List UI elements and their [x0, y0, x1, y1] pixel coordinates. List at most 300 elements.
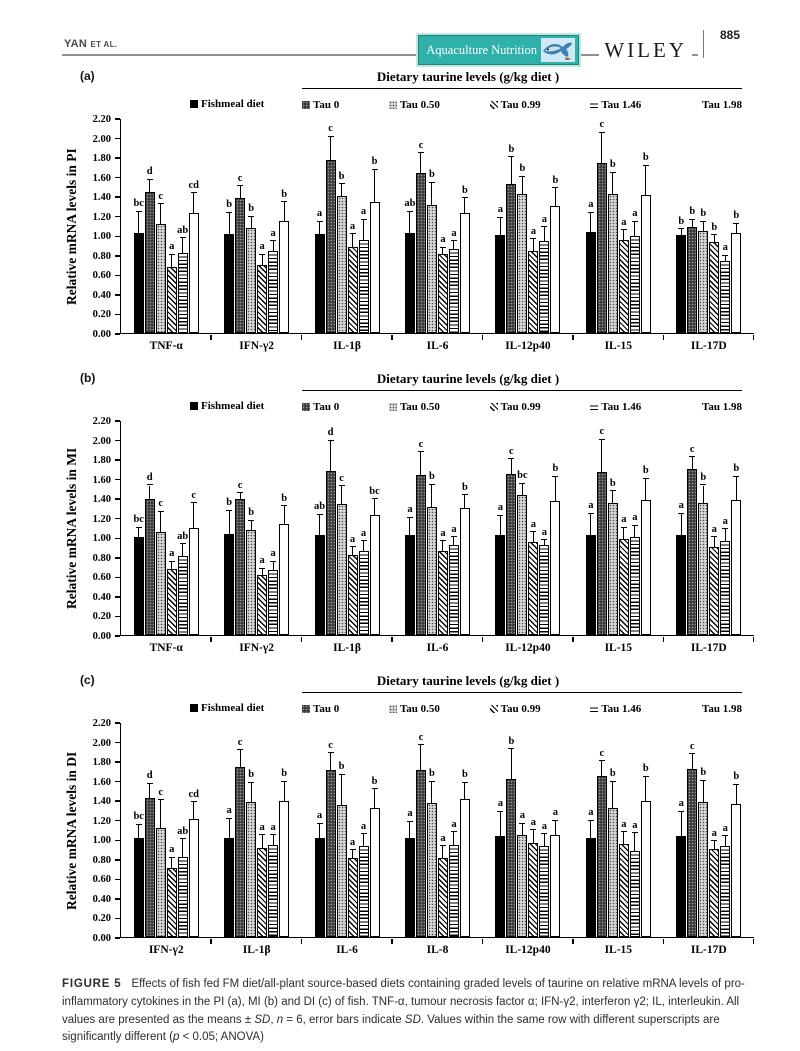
error-bar — [442, 248, 443, 254]
chart-panel-a — [62, 69, 754, 358]
significance-letter: a — [360, 206, 367, 218]
bar-tau146 — [359, 723, 369, 937]
error-bar-cap — [328, 440, 334, 441]
error-bar — [464, 198, 465, 213]
error-bar — [182, 839, 183, 857]
error-bar-cap — [643, 478, 649, 479]
figure-caption — [62, 976, 754, 1047]
error-bar-cap — [722, 255, 728, 256]
legend-item-tau0 — [302, 700, 339, 717]
error-bar — [464, 783, 465, 800]
category-label: IFN-γ2 — [239, 642, 275, 654]
bar-rect — [597, 472, 607, 635]
bar-fishmeal — [586, 723, 596, 937]
error-bar — [262, 569, 263, 576]
bar-rect — [438, 551, 448, 635]
significance-letter: c — [339, 472, 344, 484]
legend-label: Fishmeal diet — [201, 702, 265, 714]
y-tick-label: 1.40 — [92, 192, 111, 204]
error-bar — [725, 529, 726, 541]
error-bar — [634, 833, 635, 851]
page-header — [62, 26, 754, 62]
bar-rect — [597, 776, 607, 937]
legend-item-tau099 — [490, 96, 541, 113]
error-bar — [714, 841, 715, 849]
error-bar — [409, 822, 410, 839]
error-bar-cap — [158, 203, 164, 204]
error-bar — [363, 541, 364, 551]
significance-letter: b — [642, 152, 649, 164]
error-bar-cap — [169, 857, 175, 858]
significance-letter: b — [462, 184, 468, 196]
error-bar-cap — [621, 527, 627, 528]
bar-tau0 — [145, 421, 155, 635]
bar-rect — [134, 838, 144, 937]
bar-group — [211, 119, 301, 352]
error-bar-cap — [226, 510, 232, 511]
significance-letter: b — [281, 188, 288, 200]
bar-rect — [268, 251, 278, 333]
bar-tau146 — [539, 421, 549, 635]
chart-body — [62, 718, 754, 956]
bar-tau146 — [630, 421, 640, 635]
bar-rect — [506, 184, 516, 333]
bar-group — [302, 119, 392, 352]
legend-label: Tau 0.50 — [399, 98, 440, 111]
bar-tau146 — [268, 723, 278, 937]
category-label: IL-15 — [604, 642, 633, 654]
legend-item-tau050 — [389, 398, 440, 415]
bar-rect — [608, 808, 618, 937]
bar-tau146 — [449, 723, 459, 937]
bar-tau198 — [731, 119, 741, 333]
error-bar-cap — [169, 254, 175, 255]
error-bar-cap — [440, 845, 446, 846]
error-bar-cap — [317, 221, 323, 222]
significance-letter: c — [418, 438, 424, 450]
bar-tau198 — [279, 421, 289, 635]
caption-fragment: < 0.05; ANOVA) — [179, 1031, 264, 1044]
error-bar-cap — [678, 228, 684, 229]
bar-rect — [449, 845, 459, 937]
bar-tau099 — [167, 421, 177, 635]
significance-letter: a — [169, 548, 175, 560]
bar-tau050 — [608, 723, 618, 937]
error-bar-cap — [248, 782, 254, 783]
error-bar-cap — [180, 543, 186, 544]
error-bar-cap — [281, 505, 287, 506]
error-bar — [555, 821, 556, 836]
error-bar-cap — [711, 840, 717, 841]
bar-tau0 — [326, 421, 336, 635]
error-bar — [533, 239, 534, 251]
error-bar — [681, 514, 682, 536]
significance-letter: b — [429, 768, 435, 780]
bar-rect — [698, 231, 708, 333]
bar-rect — [676, 535, 686, 635]
y-axis — [82, 416, 120, 642]
plot-area — [120, 119, 754, 352]
error-bar-cap — [530, 238, 536, 239]
error-bar — [590, 213, 591, 233]
bar-rect — [427, 803, 437, 937]
bar-tau050 — [427, 723, 437, 937]
error-bar — [229, 511, 230, 534]
significance-letter: a — [621, 514, 627, 525]
bar-fishmeal — [405, 421, 415, 635]
significance-letter: d — [327, 427, 334, 439]
bar-group — [121, 119, 211, 352]
bar-tau0 — [235, 723, 245, 937]
bar-rect — [495, 235, 505, 333]
bar-rect — [550, 501, 560, 635]
page-number: 885 — [719, 28, 740, 42]
bar-fishmeal — [315, 723, 325, 937]
legend-item-tau0 — [302, 398, 339, 415]
bar-rect — [586, 232, 596, 333]
significance-letter: a — [360, 527, 367, 539]
error-bar — [330, 753, 331, 770]
bar-tau198 — [189, 723, 199, 937]
error-bar-cap — [147, 179, 153, 180]
bar-rect — [687, 769, 697, 937]
bar-group — [392, 421, 482, 654]
chart-title: Dietary taurine levels (g/kg diet ) — [376, 673, 560, 688]
bar-tau0 — [597, 119, 607, 333]
error-bar — [623, 230, 624, 240]
y-tick-label: 0.20 — [92, 913, 111, 925]
error-bar-cap — [700, 221, 706, 222]
error-bar — [193, 503, 194, 527]
bar-tau0 — [687, 723, 697, 937]
significance-letter: b — [733, 771, 740, 783]
bar-tau099 — [438, 723, 448, 937]
bar-rect — [279, 801, 289, 937]
significance-letter: b — [609, 477, 616, 489]
y-tick-label: 0.60 — [92, 874, 111, 886]
significance-letter: c — [237, 172, 243, 184]
bar-fishmeal — [224, 421, 234, 635]
legend-item-tau050 — [389, 96, 440, 113]
significance-letter: a — [678, 500, 684, 512]
error-bar — [420, 452, 421, 474]
error-bar-cap — [733, 784, 739, 785]
error-bar — [319, 222, 320, 235]
y-tick-label: 0.80 — [92, 552, 111, 564]
bar-rect — [676, 836, 686, 937]
significance-letter: bc — [133, 198, 144, 210]
error-bar — [319, 824, 320, 839]
significance-letter: a — [360, 820, 367, 832]
bar-rect — [709, 547, 719, 635]
error-bar-cap — [632, 832, 638, 833]
bar-fishmeal — [676, 421, 686, 635]
significance-letter: bc — [133, 811, 144, 823]
significance-letter: a — [552, 807, 559, 819]
tau146-swatch-icon — [590, 403, 598, 411]
bar-rect — [315, 838, 325, 937]
bar-tau0 — [687, 421, 697, 635]
y-tick-label: 0.00 — [92, 329, 111, 340]
category-label: IL-15 — [604, 340, 633, 352]
panel-label: (b) — [80, 371, 96, 385]
significance-letter: b — [462, 481, 468, 493]
error-bar-cap — [497, 811, 503, 812]
error-bar — [612, 173, 613, 195]
bar-rect — [460, 799, 470, 937]
error-bar-cap — [270, 561, 276, 562]
error-bar — [533, 830, 534, 843]
significance-letter: c — [689, 443, 695, 455]
significance-letter: b — [429, 471, 435, 482]
bar-tau198 — [189, 421, 199, 635]
bar-group — [302, 723, 392, 956]
significance-letter: b — [338, 170, 345, 182]
bar-rect — [427, 205, 437, 333]
bar-tau146 — [720, 421, 730, 635]
bar-tau050 — [156, 723, 166, 937]
chart-body — [62, 416, 754, 654]
bar-tau050 — [246, 421, 256, 635]
significance-letter: b — [700, 471, 707, 483]
bar-tau099 — [348, 723, 358, 937]
bar-tau146 — [720, 119, 730, 333]
bar-tau198 — [460, 723, 470, 937]
error-bar — [374, 789, 375, 808]
bar-tau146 — [539, 119, 549, 333]
error-bar — [692, 754, 693, 769]
caption-fragment: = 6, error bars indicate — [283, 1013, 405, 1026]
significance-letter: b — [462, 769, 468, 781]
error-bar-cap — [722, 835, 728, 836]
bar-fishmeal — [224, 723, 234, 937]
bar-rect — [698, 802, 708, 937]
error-bar-cap — [541, 833, 547, 834]
bar-rect — [337, 196, 347, 333]
y-tick-label: 0.60 — [92, 270, 111, 282]
y-tick-label: 1.00 — [92, 533, 111, 545]
significance-letter: a — [530, 518, 537, 530]
error-bar — [601, 440, 602, 472]
bar-rect — [268, 845, 278, 937]
bar-fishmeal — [495, 119, 505, 333]
error-bar — [251, 783, 252, 803]
error-bar — [623, 832, 624, 844]
bar-tau050 — [698, 119, 708, 333]
error-bar-cap — [700, 484, 706, 485]
error-bar-cap — [226, 818, 232, 819]
legend-item-tau099 — [490, 398, 541, 415]
bar-rect — [449, 249, 459, 333]
error-bar — [273, 562, 274, 570]
error-bar — [240, 750, 241, 767]
error-bar — [533, 532, 534, 542]
tau0-swatch-icon — [302, 403, 310, 411]
significance-letter: b — [248, 507, 255, 519]
bar-tau198 — [189, 119, 199, 333]
category-label: IL-1β — [333, 642, 361, 654]
bar-rect — [495, 535, 505, 635]
error-bar-cap — [259, 254, 265, 255]
error-bar — [160, 204, 161, 224]
bar-tau0 — [235, 421, 245, 635]
bar-tau099 — [528, 723, 538, 937]
error-bar — [149, 180, 150, 193]
error-bar-cap — [191, 502, 197, 503]
significance-letter: a — [497, 204, 504, 216]
significance-letter: b — [733, 463, 740, 475]
significance-letter: ab — [177, 825, 189, 837]
bar-tau050 — [608, 119, 618, 333]
bar-rect — [586, 838, 596, 937]
error-bar — [442, 541, 443, 551]
bar-rect — [427, 507, 437, 635]
bar-tau099 — [709, 723, 719, 937]
panel-label: (c) — [80, 673, 95, 687]
error-bar — [623, 528, 624, 540]
significance-letter: a — [632, 819, 638, 831]
legend-label: Tau 0.99 — [500, 400, 541, 413]
bar-rect — [460, 508, 470, 635]
bar-tau0 — [506, 723, 516, 937]
error-bar — [692, 457, 693, 469]
error-bar-cap — [191, 801, 197, 802]
legend-label: Tau 0 — [313, 98, 340, 111]
error-bar — [645, 166, 646, 195]
significance-letter: b — [519, 163, 526, 175]
legend-item-fishmeal — [190, 702, 264, 714]
bar-tau198 — [550, 723, 560, 937]
legend-item-fishmeal — [190, 98, 264, 110]
bar-tau0 — [506, 119, 516, 333]
significance-letter: b — [689, 206, 696, 218]
error-bar — [171, 255, 172, 267]
significance-letter: a — [270, 548, 276, 560]
error-bar — [352, 850, 353, 858]
y-tick-label: 1.40 — [92, 796, 111, 808]
bar-rect — [178, 253, 188, 333]
error-bar — [182, 544, 183, 556]
bar-rect — [460, 213, 470, 333]
error-bar — [522, 824, 523, 836]
y-tick-label: 1.20 — [92, 815, 111, 827]
bar-tau0 — [416, 723, 426, 937]
legend-label: Tau 0.99 — [500, 98, 541, 111]
tau099-swatch-icon — [490, 101, 498, 109]
figure-caption-text — [62, 978, 745, 1043]
legend-item-tau198 — [691, 700, 742, 717]
category-label: IL-6 — [426, 340, 449, 352]
error-bar — [500, 218, 501, 236]
bar-rect — [134, 233, 144, 333]
error-bar — [500, 812, 501, 836]
bar-tau146 — [178, 723, 188, 937]
error-bar-cap — [339, 774, 345, 775]
error-bar — [442, 846, 443, 858]
y-axis-title: Relative mRNA levels in DI — [64, 751, 79, 910]
error-bar — [453, 241, 454, 249]
bar-tau0 — [326, 119, 336, 333]
bar-rect — [539, 846, 549, 937]
significance-letter: b — [642, 465, 649, 477]
bar-rect — [709, 242, 719, 333]
error-bar — [714, 537, 715, 547]
error-bar — [284, 782, 285, 802]
chart-legend — [190, 88, 742, 113]
bar-rect — [337, 504, 347, 635]
caption-fragment: p — [173, 1031, 180, 1044]
bar-group — [211, 723, 301, 956]
error-bar-cap — [497, 515, 503, 516]
error-bar-cap — [588, 820, 594, 821]
error-bar — [703, 222, 704, 232]
error-bar-cap — [429, 484, 435, 485]
category-label: IL-1β — [333, 340, 361, 352]
significance-letter: b — [248, 203, 255, 215]
error-bar — [714, 235, 715, 242]
error-bar — [522, 177, 523, 195]
y-tick-label: 1.60 — [92, 776, 111, 788]
error-bar-cap — [711, 536, 717, 537]
bar-rect — [517, 835, 527, 937]
error-bar-cap — [588, 212, 594, 213]
y-tick-label: 2.00 — [92, 435, 111, 447]
y-axis — [82, 114, 120, 340]
bar-tau146 — [539, 723, 549, 937]
bar-fishmeal — [405, 119, 415, 333]
bar-rect — [315, 535, 325, 635]
bar-rect — [235, 499, 245, 635]
category-label: IL-1β — [242, 944, 271, 956]
chart-title: Dietary taurine levels (g/kg diet ) — [376, 371, 560, 386]
bar-rect — [315, 234, 325, 333]
error-bar-cap — [599, 439, 605, 440]
bar-rect — [359, 551, 369, 635]
error-bar-cap — [530, 829, 536, 830]
chart-legend — [190, 692, 742, 717]
significance-letter: c — [599, 119, 605, 131]
bar-group — [211, 421, 301, 654]
significance-letter: bc — [133, 514, 144, 525]
legend-label: Tau 1.98 — [702, 702, 742, 715]
bar-tau146 — [268, 421, 278, 635]
bar-rect — [326, 160, 336, 333]
legend-label: Tau 1.46 — [601, 702, 642, 715]
error-bar-cap — [462, 494, 468, 495]
significance-letter: a — [440, 832, 446, 844]
tau146-swatch-icon — [590, 101, 598, 109]
error-bar — [590, 821, 591, 839]
error-bar-cap — [508, 458, 514, 459]
bar-tau050 — [337, 723, 347, 937]
bar-rect — [586, 535, 596, 635]
caption-fragment: SD — [254, 1013, 271, 1026]
bar-tau0 — [416, 119, 426, 333]
error-bar-cap — [281, 781, 287, 782]
significance-letter: a — [169, 241, 175, 253]
error-bar-cap — [136, 824, 142, 825]
y-tick-label: 2.00 — [92, 133, 111, 145]
error-bar — [601, 133, 602, 163]
significance-letter: a — [259, 241, 265, 253]
bar-rect — [731, 233, 741, 333]
bar-group — [392, 723, 482, 956]
bar-tau146 — [178, 119, 188, 333]
error-bar — [160, 800, 161, 827]
legend-taurine-slot — [302, 390, 742, 415]
bar-tau198 — [460, 421, 470, 635]
legend-item-tau198 — [691, 96, 742, 113]
